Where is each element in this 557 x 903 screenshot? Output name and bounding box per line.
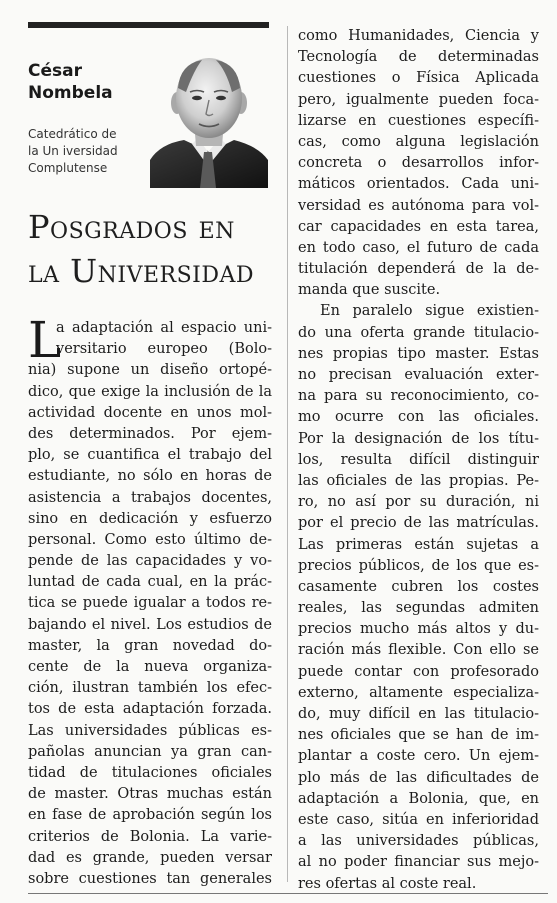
headline: [28, 205, 278, 293]
text-line: Las primeras están sujetas a: [298, 536, 539, 553]
text-line: como Humanidades, Ciencia y: [298, 28, 539, 44]
text-line: cas, como alguna legislación: [298, 133, 539, 150]
article-column-left: [28, 311, 272, 890]
text-line: de master. Otras muchas están: [28, 786, 272, 803]
author-name: [28, 60, 148, 104]
text-line: master, la gran novedad do-: [28, 637, 272, 654]
text-line: máticos orientados. Cada uni-: [298, 176, 539, 193]
text-line: cuestiones o Física Aplicada: [298, 70, 539, 87]
text-line: pero, igualmente pueden foca-: [298, 91, 539, 108]
text-line: Las universidades públicas es-: [28, 722, 272, 739]
text-line: plo, se cuantifica el trabajo del: [28, 447, 272, 464]
text-line: des determinados. Por ejem-: [28, 425, 272, 442]
text-line: a las universidades públicas,: [298, 833, 539, 850]
text-line: mo ocurre con las oficiales.: [298, 409, 539, 426]
text-line: tos de esta adaptación forzada.: [28, 701, 272, 718]
text-line: al no poder financiar sus mejo-: [298, 854, 539, 871]
headline-line: Posgrados en: [28, 208, 235, 246]
text-line: pende de las capacidades y vo-: [28, 553, 272, 570]
column-separator: [287, 26, 288, 882]
author-role-line: Catedrático de: [28, 127, 117, 141]
text-line: res ofertas al coste real.: [298, 875, 477, 892]
text-line: actividad docente en unos mol-: [28, 404, 272, 421]
article-column-right: [298, 26, 539, 895]
text-line: en todo caso, el futuro de cada: [298, 239, 539, 256]
text-line: por el precio de las matrículas.: [298, 515, 539, 532]
text-line: asistencia a trabajos docentes,: [28, 489, 272, 506]
bottom-rule: [28, 893, 548, 894]
text-line: casamente cubren los costes: [298, 578, 539, 595]
text-line: nes oficiales que se han de im-: [298, 727, 539, 744]
text-line: nes propias tipo master. Estas: [298, 345, 539, 362]
text-line: sino en dedicación y esfuerzo: [28, 510, 272, 527]
text-line: estudiante, no sólo en horas de: [28, 468, 272, 485]
text-line: plantar a coste cero. Un ejem-: [298, 748, 539, 765]
text-line: versidad es autónoma para vol-: [298, 197, 539, 214]
text-line: criterios de Bolonia. La varie-: [28, 828, 272, 845]
text-line: lizarse en cuestiones específi-: [298, 112, 539, 129]
text-line: ro, no así por su duración, ni: [298, 494, 539, 511]
text-line: este caso, sitúa en inferioridad: [298, 811, 539, 828]
text-line: adaptación a Bolonia, que, en: [298, 790, 539, 807]
text-line: dad es grande, pueden versar: [28, 849, 272, 866]
text-line: na para su reconocimiento, co-: [298, 388, 539, 405]
text-line: puede contar con profesorado: [298, 663, 539, 680]
text-line: luntad de cada cual, en la prác-: [28, 574, 272, 591]
text-line: Tecnología de determinadas: [298, 49, 539, 66]
text-line: Por la designación de los títu-: [298, 430, 539, 447]
text-line: pañolas anuncian ya gran can-: [28, 743, 272, 760]
top-rule: [28, 22, 269, 28]
author-last-name: Nombela: [28, 83, 113, 103]
author-portrait: [150, 48, 268, 188]
author-first-name: César: [28, 61, 82, 81]
text-line: a adaptación al espacio uni-: [56, 320, 272, 336]
text-line: versitario europeo (Bolo-: [56, 341, 272, 358]
text-line: sobre cuestiones tan generales: [28, 870, 272, 887]
text-line: bajando el nivel. Los estudios de: [28, 616, 272, 633]
text-line: titulación dependerá de la de-: [298, 261, 539, 278]
text-line: dico, que exige la inclusión de la: [28, 383, 272, 400]
text-line: tica se puede igualar a todos re-: [28, 595, 272, 612]
text-line: En paralelo sigue existien-: [320, 303, 539, 320]
text-line: cente de la nueva organiza-: [28, 659, 272, 675]
text-line: los, resulta difícil distinguir: [298, 451, 539, 468]
text-line: car capacidades en esta tarea,: [298, 218, 539, 235]
text-line: tidad de titulaciones oficiales: [28, 764, 272, 781]
text-line: precios públicos, de los que es-: [298, 557, 539, 574]
text-line: las oficiales de las propias. Pe-: [298, 472, 539, 489]
text-line: personal. Como esto último de-: [28, 531, 272, 548]
headline-line: la Universidad: [28, 252, 255, 290]
text-line: en fase de aprobación según los: [28, 807, 272, 824]
text-line: precios mucho más altos y du-: [298, 621, 539, 638]
text-line: do una oferta grande titulacio-: [298, 324, 539, 341]
author-role-line: la Un iversidad: [28, 144, 118, 158]
text-line: plo más de las dificultades de: [298, 769, 539, 786]
text-line: reales, las segundas admiten: [298, 600, 539, 617]
drop-cap: L: [28, 311, 62, 369]
text-line: concreta o desarrollos infor-: [298, 155, 539, 172]
author-role-line: Complutense: [28, 161, 108, 175]
text-line: ración más flexible. Con ello se: [298, 642, 539, 659]
text-line: manda que suscite.: [298, 282, 441, 299]
text-line: nia) supone un diseño ortopé-: [28, 362, 272, 379]
text-line: no precisan evaluación exter-: [298, 367, 539, 383]
author-role: [28, 126, 140, 177]
text-line: ción, ilustran también los efec-: [28, 680, 272, 697]
text-line: do, muy difícil en las titulacio-: [298, 706, 539, 722]
text-line: externo, altamente especializa-: [298, 684, 539, 701]
